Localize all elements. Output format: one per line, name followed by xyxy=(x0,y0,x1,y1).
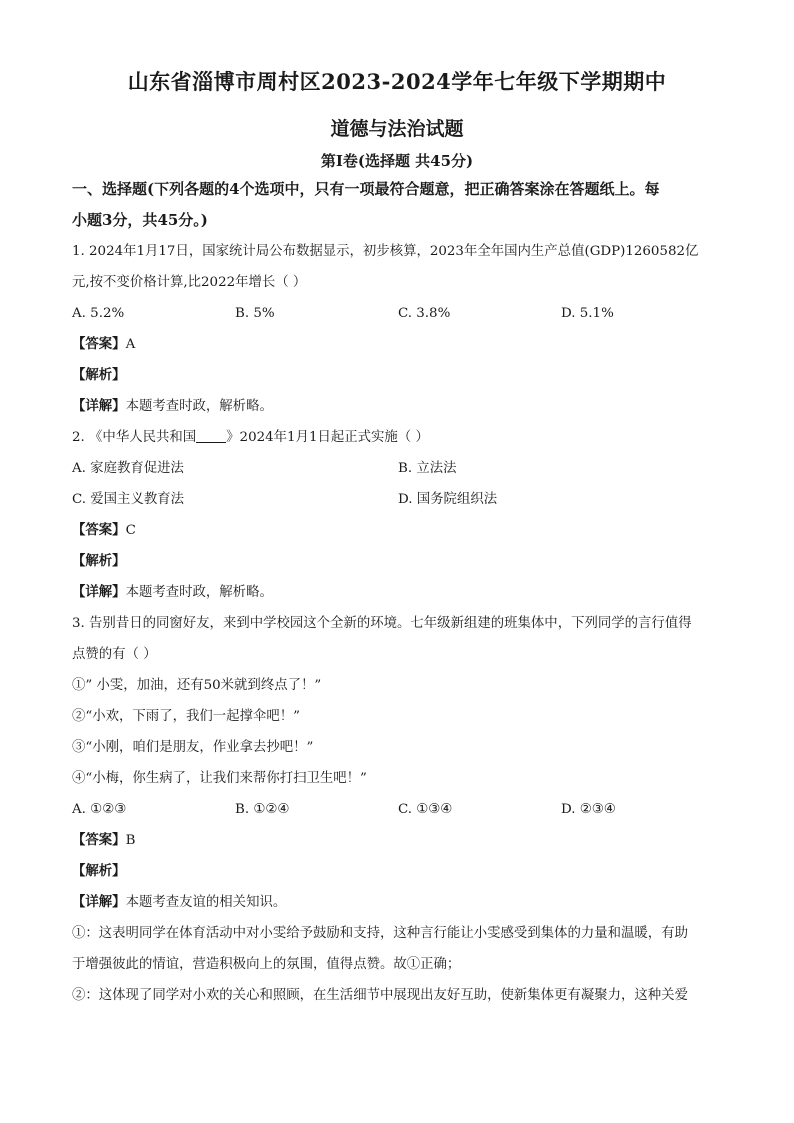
q1-option-d: D. 5.1% xyxy=(561,306,614,321)
q2-option-a: A. 家庭教育促进法 xyxy=(72,461,184,476)
section-heading-line2: 小题3分，共45分。) xyxy=(72,211,208,229)
answer-tag: 【答案】 xyxy=(72,832,126,848)
q3-analysis-tag: 【解析】 xyxy=(72,863,126,879)
exam-body xyxy=(72,174,724,1011)
q3-item-2: ②“小欢，下雨了，我们一起撑伞吧！” xyxy=(72,709,300,724)
q3-answer xyxy=(72,825,724,856)
fill-in-blank xyxy=(196,428,226,443)
q1-detail xyxy=(72,391,724,422)
q3-option-d: D. ②③④ xyxy=(561,802,616,817)
q2-stem xyxy=(72,422,724,453)
q2-option-b: B. 立法法 xyxy=(398,461,457,476)
q2-options-row1 xyxy=(72,453,724,484)
answer-value: A xyxy=(125,337,136,352)
answer-value: C xyxy=(125,523,136,538)
detail-text: 本题考查友谊的相关知识。 xyxy=(125,895,287,910)
answer-value: B xyxy=(125,833,136,848)
q3-explain1-line2: 于增强彼此的情谊，营造积极向上的氛围，值得点赞。故①正确； xyxy=(72,957,461,972)
q1-option-b: B. 5% xyxy=(235,306,275,321)
detail-text: 本题考查时政，解析略。 xyxy=(125,399,273,414)
q3-detail xyxy=(72,887,724,918)
exam-title: 山东省淄博市周村区2023-2024学年七年级下学期期中 xyxy=(127,69,667,94)
q1-answer xyxy=(72,329,724,360)
q3-options xyxy=(72,794,724,825)
q3-stem-line2: 点赞的有（ ） xyxy=(72,647,157,662)
part-heading: 第Ⅰ卷(选择题 共45分) xyxy=(320,152,474,170)
q2-stem-post: 》2024年1月1日起正式实施（ ） xyxy=(226,430,429,445)
q2-option-c: C. 爱国主义教育法 xyxy=(72,492,185,507)
q2-detail xyxy=(72,577,724,608)
q2-option-d: D. 国务院组织法 xyxy=(398,492,498,507)
q3-option-c: C. ①③④ xyxy=(398,802,453,817)
q2-analysis-tag: 【解析】 xyxy=(72,553,126,569)
q3-explain1-line1: ①：这表明同学在体育活动中对小雯给予鼓励和支持，这种言行能让小雯感受到集体的力量和温暖，有助 xyxy=(72,926,688,941)
q3-stem-line1: 3. 告别昔日的同窗好友，来到中学校园这个全新的环境。七年级新组建的班集体中，下列同学的言行值得 xyxy=(72,616,692,631)
detail-tag: 【详解】 xyxy=(72,398,126,414)
q2-answer xyxy=(72,515,724,546)
detail-text: 本题考查时政，解析略。 xyxy=(125,585,273,600)
q3-option-b: B. ①②④ xyxy=(235,802,290,817)
section-heading-line1: 一、选择题(下列各题的4个选项中，只有一项最符合题意，把正确答案涂在答题纸上。每 xyxy=(72,180,660,198)
answer-tag: 【答案】 xyxy=(72,522,126,538)
q1-option-a: A. 5.2% xyxy=(72,306,125,321)
q3-explain2-line1: ②：这体现了同学对小欢的关心和照顾，在生活细节中展现出友好互助，使新集体更有凝聚力，这种关爱 xyxy=(72,988,688,1003)
answer-tag: 【答案】 xyxy=(72,336,126,352)
q1-stem-line2: 元,按不变价格计算,比2022年增长（ ） xyxy=(72,275,307,290)
detail-tag: 【详解】 xyxy=(72,894,126,910)
q2-options-row2 xyxy=(72,484,724,515)
detail-tag: 【详解】 xyxy=(72,584,126,600)
q2-stem-pre: 2. 《中华人民共和国 xyxy=(72,430,197,445)
q3-item-1: ①” 小雯，加油，还有50米就到终点了！” xyxy=(72,678,322,693)
q1-options xyxy=(72,298,724,329)
q3-item-4: ④“小梅，你生病了，让我们来帮你打扫卫生吧！” xyxy=(72,771,367,786)
exam-subtitle: 道德与法治试题 xyxy=(330,118,464,140)
q1-analysis-tag: 【解析】 xyxy=(72,367,126,383)
q1-option-c: C. 3.8% xyxy=(398,306,451,321)
q1-stem-line1: 1. 2024年1月17日，国家统计局公布数据显示，初步核算，2023年全年国内生产总值(GDP)1260582亿 xyxy=(72,244,699,259)
q3-item-3: ③“小刚，咱们是朋友，作业拿去抄吧！” xyxy=(72,740,314,755)
q3-option-a: A. ①②③ xyxy=(72,802,127,817)
